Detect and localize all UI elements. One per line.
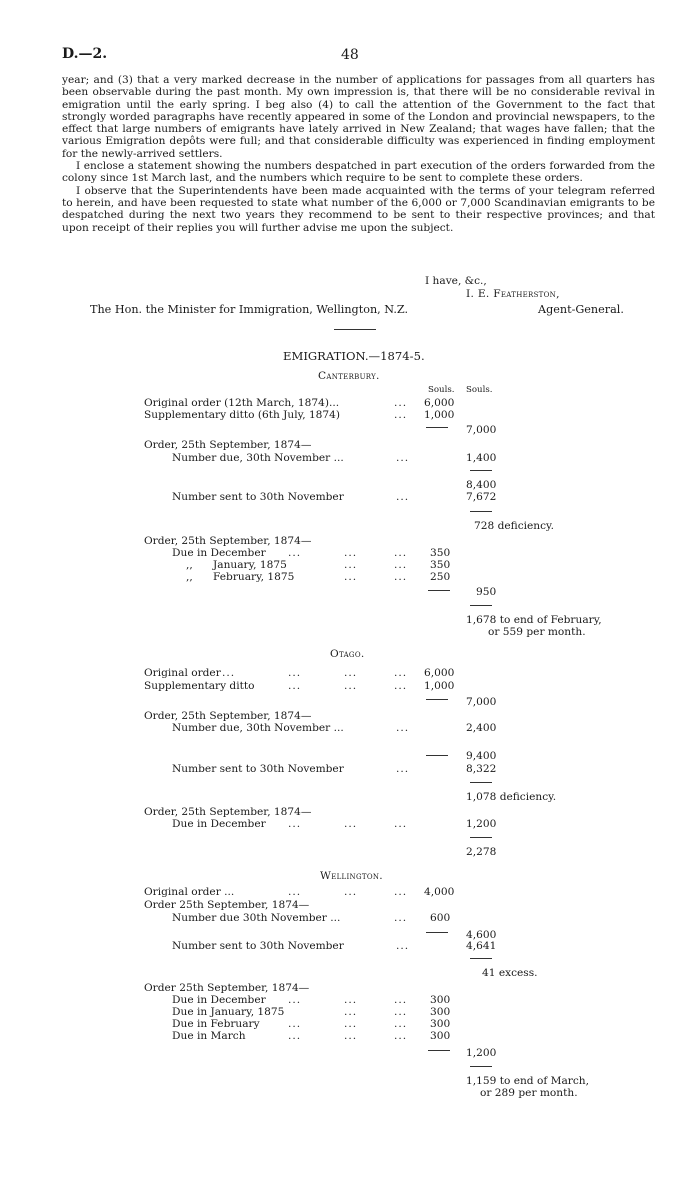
wellington-subtotal: 4,600 [466, 929, 497, 941]
leader-dots: ... [394, 912, 408, 924]
otago-supplementary-value: 1,000 [424, 680, 455, 692]
ditto-mark: ,, [186, 571, 193, 583]
leader-dots: ... [394, 680, 408, 692]
wellington-excess: 41 excess. [482, 967, 538, 979]
leader-dots: ... [288, 547, 302, 559]
letter-paragraph-3: I observe that the Superintendents have been made acquainted with the terms of your telegram referred to herein, and have been requested to state what number of the 6,000 or 7,000 Scandinavian emigrants to be despatched during the next two years they recommend to be sent to their respective provinces; and that upon receipt of their replies you will further advise me upon the subject. [62, 184, 655, 234]
wellington-number-sent-value: 4,641 [466, 940, 497, 952]
leader-dots: ... [344, 547, 358, 559]
otago-total: 2,278 [466, 846, 497, 858]
ditto-mark: ,, [186, 559, 193, 571]
leader-dots: ... [396, 491, 410, 503]
letter-paragraph-2: I enclose a statement showing the numbers despatched in part execution of the orders forwarded from the colony since 1st March last, and the numbers which require to be sent to complete these orders. [62, 160, 655, 185]
canterbury-number-due-label: Number due, 30th November ... [172, 452, 344, 464]
leader-dots: ... [396, 452, 410, 464]
leader-dots: ... [344, 559, 358, 571]
otago-order-sept-label-2: Order, 25th September, 1874— [144, 806, 312, 818]
sum-rule [428, 1050, 450, 1051]
sum-rule [428, 590, 450, 591]
canterbury-due-february-value: 250 [430, 571, 451, 583]
sum-rule [470, 1066, 492, 1067]
leader-dots: ... [394, 818, 408, 830]
sum-rule [426, 699, 448, 700]
leader-dots: ... [288, 1018, 302, 1030]
canterbury-per-month: or 559 per month. [488, 626, 586, 638]
leader-dots: ... [288, 886, 302, 898]
otago-deficiency: 1,078 deficiency. [466, 791, 557, 803]
wellington-per-month: or 289 per month. [480, 1087, 578, 1099]
leader-dots: ... [222, 667, 236, 679]
canterbury-supplementary-label: Supplementary ditto (6th July, 1874) [144, 409, 341, 421]
leader-dots: ... [396, 722, 410, 734]
canterbury-due-total: 950 [476, 586, 497, 598]
otago-original-order-value: 6,000 [424, 667, 455, 679]
leader-dots: ... [394, 409, 408, 421]
leader-dots: ... [344, 1006, 358, 1018]
canterbury-number-sent-value: 7,672 [466, 491, 497, 503]
column-header-souls-1: Souls. [428, 385, 455, 395]
wellington-number-due-label: Number due 30th November ... [172, 912, 341, 924]
canterbury-due-january-value: 350 [430, 559, 451, 571]
leader-dots: ... [344, 1018, 358, 1030]
leader-dots: ... [288, 680, 302, 692]
sum-rule [470, 605, 492, 606]
canterbury-due-december-value: 350 [430, 547, 451, 559]
leader-dots: ... [394, 1018, 408, 1030]
canterbury-order-sept-label-2: Order, 25th September, 1874— [144, 535, 312, 547]
leader-dots: ... [394, 1006, 408, 1018]
wellington-number-due-value: 600 [430, 912, 451, 924]
closing: I have, &c., [425, 275, 487, 287]
wellington-due-december-label: Due in December [172, 994, 266, 1006]
canterbury-order-sept-label: Order, 25th September, 1874— [144, 439, 312, 451]
leader-dots: ... [288, 667, 302, 679]
statement-title: EMIGRATION.—1874-5. [283, 349, 425, 363]
otago-original-order-label: Original order [144, 667, 221, 679]
leader-dots: ... [344, 818, 358, 830]
wellington-due-january-label: Due in January, 1875 [172, 1006, 285, 1018]
signatory-title: Agent-General. [538, 303, 624, 316]
leader-dots: ... [396, 763, 410, 775]
sum-rule [470, 782, 492, 783]
leader-dots: ... [394, 1030, 408, 1042]
column-header-souls-2: Souls. [466, 385, 493, 395]
wellington-due-february-label: Due in February [172, 1018, 260, 1030]
otago-heading: Otago. [330, 648, 365, 660]
wellington-due-march-label: Due in March [172, 1030, 246, 1042]
wellington-due-march-value: 300 [430, 1030, 451, 1042]
otago-supplementary-label: Supplementary ditto [144, 680, 255, 692]
wellington-original-order-value: 4,000 [424, 886, 455, 898]
otago-due-december-value: 1,200 [466, 818, 497, 830]
sum-rule [426, 932, 448, 933]
leader-dots: ... [344, 571, 358, 583]
leader-dots: ... [344, 1030, 358, 1042]
canterbury-heading: Canterbury. [318, 370, 380, 382]
otago-number-due-label: Number due, 30th November ... [172, 722, 344, 734]
otago-number-sent-label: Number sent to 30th November [172, 763, 344, 775]
otago-subtotal: 9,400 [466, 750, 497, 762]
wellington-to-end-march: 1,159 to end of March, [466, 1075, 589, 1087]
leader-dots: ... [344, 994, 358, 1006]
canterbury-number-sent-label: Number sent to 30th November [172, 491, 344, 503]
canterbury-due-december-label: Due in December [172, 547, 266, 559]
canterbury-deficiency: 728 deficiency. [474, 520, 554, 532]
wellington-original-order-label: Original order ... [144, 886, 235, 898]
leader-dots: ... [394, 547, 408, 559]
otago-number-sent-value: 8,322 [466, 763, 497, 775]
leader-dots: ... [394, 994, 408, 1006]
wellington-due-february-value: 300 [430, 1018, 451, 1030]
wellington-number-sent-label: Number sent to 30th November [172, 940, 344, 952]
leader-dots: ... [288, 818, 302, 830]
canterbury-supplementary-value: 1,000 [424, 409, 455, 421]
signatory: I. E. Featherston, [466, 288, 560, 300]
otago-order-sept-label: Order, 25th September, 1874— [144, 710, 312, 722]
leader-dots: ... [394, 886, 408, 898]
sum-rule [470, 470, 492, 471]
leader-dots: ... [344, 680, 358, 692]
canterbury-due-february-label: February, 1875 [213, 571, 295, 583]
leader-dots: ... [288, 994, 302, 1006]
leader-dots: ... [344, 886, 358, 898]
leader-dots: ... [394, 397, 408, 409]
canterbury-number-due-value: 1,400 [466, 452, 497, 464]
wellington-order-sept-label-2: Order 25th September, 1874— [144, 982, 310, 994]
wellington-order-sept-label: Order 25th September, 1874— [144, 899, 310, 911]
sum-rule [470, 511, 492, 512]
sum-rule [426, 755, 448, 756]
leader-dots: ... [288, 1030, 302, 1042]
letter-body [62, 74, 655, 234]
page-number: 48 [341, 47, 359, 63]
sum-rule [426, 427, 448, 428]
wellington-due-january-value: 300 [430, 1006, 451, 1018]
otago-due-december-label: Due in December [172, 818, 266, 830]
wellington-due-december-value: 300 [430, 994, 451, 1006]
canterbury-original-order-label: Original order (12th March, 1874)... [144, 397, 340, 409]
leader-dots: ... [394, 559, 408, 571]
canterbury-original-order-value: 6,000 [424, 397, 455, 409]
canterbury-due-january-label: January, 1875 [213, 559, 287, 571]
document-reference: D.—2. [62, 46, 108, 62]
addressee: The Hon. the Minister for Immigration, Wellington, N.Z. [90, 303, 409, 316]
canterbury-subtotal: 8,400 [466, 479, 497, 491]
otago-number-due-value: 2,400 [466, 722, 497, 734]
leader-dots: ... [344, 667, 358, 679]
canterbury-to-end-february: 1,678 to end of February, [466, 614, 602, 626]
letter-paragraph-1: year; and (3) that a very marked decrease in the number of applications for passages from all quarters has been observable during the past month. My own impression is, that there will be no considerable revival in emigration until the early spring. I beg also (4) to call the attention of the Government to the fact that strongly worded paragraphs have recently appeared in some of the London and provincial newspapers, to the effect that large numbers of emigrants have lately arrived in New Zealand; that wages have fallen; that the various Emigration depôts were full; and that considerable difficulty was experienced in finding employment for the newly-arrived settlers. [62, 74, 655, 160]
leader-dots: ... [394, 667, 408, 679]
leader-dots: ... [394, 571, 408, 583]
canterbury-total-1: 7,000 [466, 424, 497, 436]
sum-rule [470, 958, 492, 959]
wellington-heading: Wellington. [320, 870, 383, 882]
wellington-due-total: 1,200 [466, 1047, 497, 1059]
otago-total-1: 7,000 [466, 696, 497, 708]
leader-dots: ... [396, 940, 410, 952]
sum-rule [470, 837, 492, 838]
section-divider [334, 329, 376, 330]
